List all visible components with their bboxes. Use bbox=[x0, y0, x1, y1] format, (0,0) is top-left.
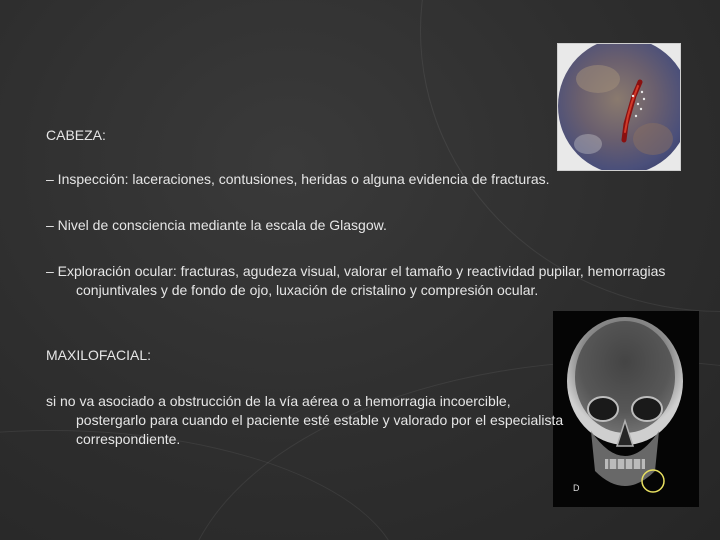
item-inspection: – Inspección: laceraciones, contusiones, heridas o alguna evidencia de fracturas. bbox=[46, 171, 550, 187]
item-glasgow: – Nivel de consciencia mediante la escala de Glasgow. bbox=[46, 217, 387, 233]
heading-maxillofacial: MAXILOFACIAL: bbox=[46, 347, 152, 363]
item-ocular-exam: – Exploración ocular: fracturas, agudeza visual, valorar el tamaño y reactividad pupilar, hemorragias conjuntivales y de fondo de ojo, luxación de cristalino y compresión ocular. bbox=[46, 263, 666, 298]
maxillofacial-text: si no va asociado a obstrucción de la vía aérea o a hemorragia incoercible, postergarlo para cuando el paciente esté estable y valorado por el especialista correspondiente. bbox=[46, 393, 564, 447]
heading-head: CABEZA: bbox=[46, 127, 106, 143]
xray-side-label: D bbox=[573, 483, 580, 493]
head-injury-photo bbox=[557, 43, 681, 171]
